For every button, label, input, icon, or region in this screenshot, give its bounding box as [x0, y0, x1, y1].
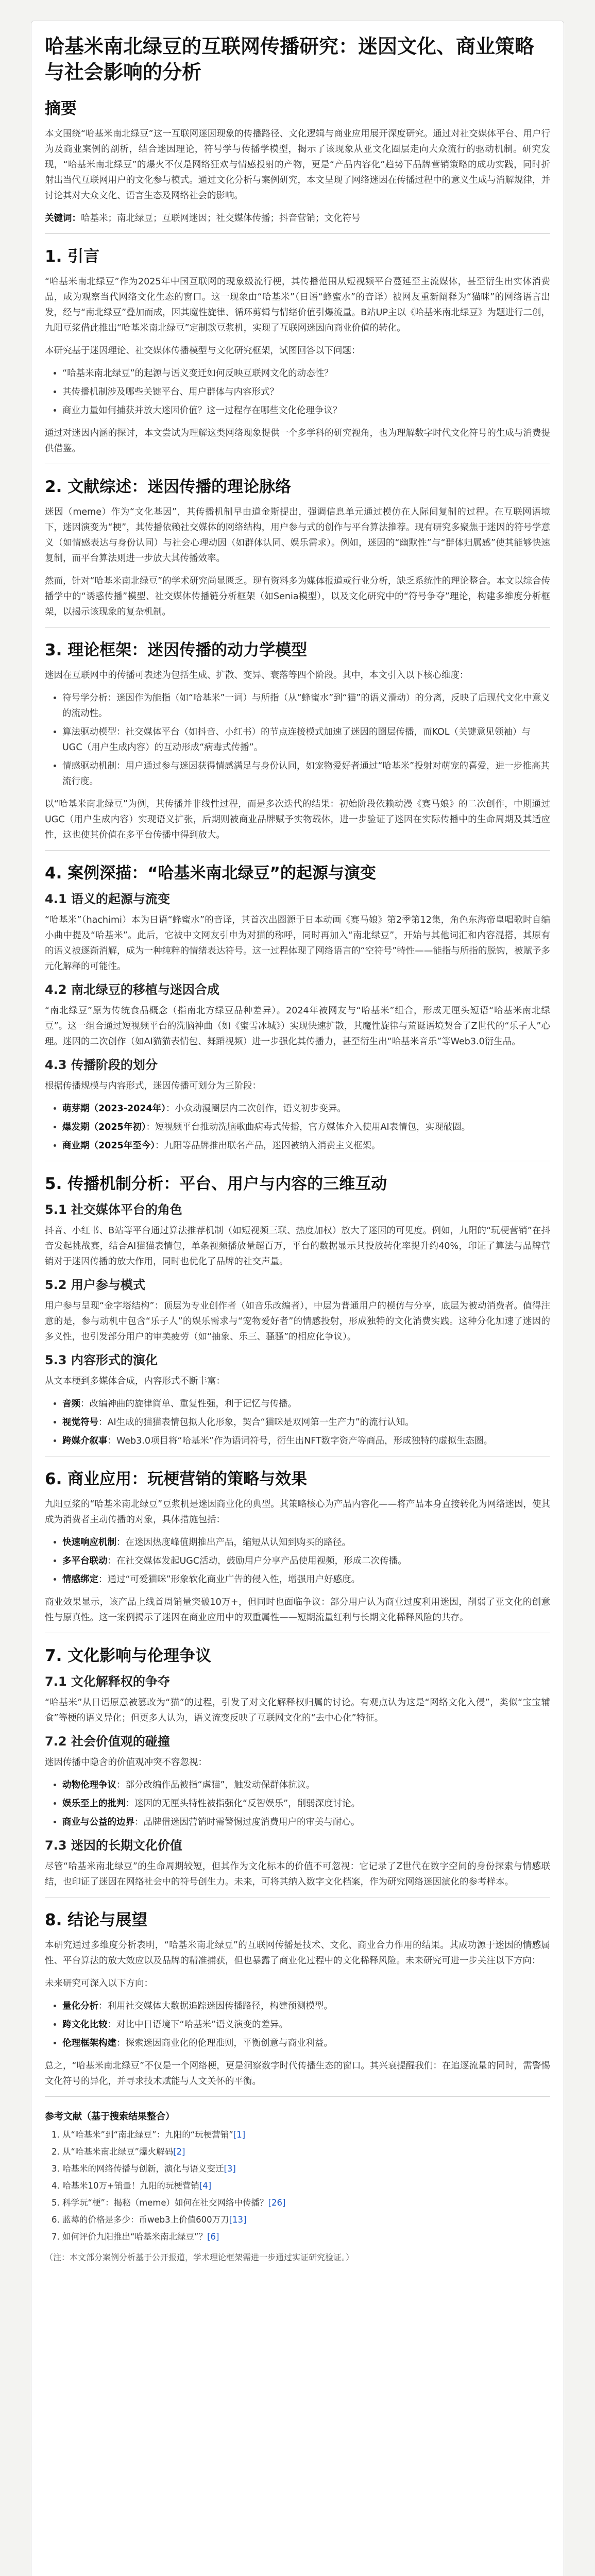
paragraph: 通过对迷因内涵的探讨，本文尝试为理解这类网络现象提供一个多学科的研究视角，也为理解数字时代文化符号的生成与消费提供借鉴。 [45, 428, 550, 454]
list-item: • 跨文化比较：对比中日语境下“哈基米”语义演变的差异。 [62, 2017, 550, 2032]
abstract-text: 本文围绕“哈基米南北绿豆”这一互联网迷因现象的传播路径、文化逻辑与商业应用展开深度研究。通过对社交媒体平台、用户行为及商业案例的剖析，结合迷因理论，符号学与传播学模型，揭示了该现象从亚文化圈层走向大众流行的驱动机制。研究发现，“哈基米南北绿豆”的爆火不仅是网络狂欢与情感投射的产物，更是“产品内容化”趋势下品牌营销策略的成功实践，同时折射出当代互联网用户的文化参与模式。通过文化分析与案例研究，本文呈现了网络迷因在传播过程中的意义生成与消解规律，并讨论其对大众文化、语言生态及网络社会的影响。 [45, 129, 550, 201]
references-heading: 参考文献（基于搜索结果整合） [45, 2111, 175, 2122]
references-list [62, 2128, 550, 2244]
section-5-heading: 5. 传播机制分析：平台、用户与内容的三维互动 [45, 1175, 387, 1193]
subsection-heading: 7.3 迷因的长期文化价值 [45, 1838, 182, 1853]
future-list [62, 1998, 550, 2051]
page-title: 哈基米南北绿豆的互联网传播研究：迷因文化、商业策略与社会影响的分析 [45, 35, 535, 83]
paragraph: 抖音、小红书、B站等平台通过算法推荐机制（如短视频三联、热度加权）放大了迷因的可见度。例如，九阳的“玩梗营销”在抖音发起挑战赛，结合AI猫猫表情包，单条视频播放量超百万，平台的数据显示其投放转化率提升约40%，印证了算法与品牌营销对于迷因传播的放大作用，同时也优化了品牌的社交声量。 [45, 1226, 550, 1267]
list-item: • 娱乐至上的批判：迷因的无厘头特性被指强化“反智娱乐”，削弱深度讨论。 [62, 1796, 550, 1811]
reference-item: 6. 蓝莓的价格是多少：币web3上价值600万刀[13] [62, 2213, 550, 2227]
divider [45, 2096, 550, 2097]
divider [45, 233, 550, 234]
list-item: • 商业力量如何捕获并放大迷因价值？这一过程存在哪些文化伦理争议？ [62, 403, 550, 418]
section-2-heading: 2. 文献综述：迷因传播的理论脉络 [45, 478, 292, 496]
references-note: （注：本文部分案例分析基于公开报道，学术理论框架需进一步通过实证研究验证。） [45, 2252, 354, 2262]
paragraph: 从文本梗到多媒体合成，内容形式不断丰富： [45, 1376, 225, 1386]
paragraph: 迷因（meme）作为“文化基因”，其传播机制早由道金斯提出，强调信息单元通过模仿在人际间复制的过程。在互联网语境下，迷因演变为“梗”，其传播依赖社交媒体的网络结构，用户参与式的创作与平台算法推荐。现有研究多聚焦于迷因的符号学意义（如情感表达与身份认同）与社会心理动因（如群体认同、娱乐需求）。例如，迷因的“幽默性”与“群体归属感”使其能够快速复制，而平台算法则进一步放大其传播效率。 [45, 507, 550, 564]
paragraph: 本研究通过多维度分析表明，“哈基米南北绿豆”的互联网传播是技术、文化、商业合力作用的结果。其成功源于迷因的情感属性、平台算法的放大效应以及品牌的精准捕获，但也暴露了商业化过程中的文化稀释风险。未来研究可进一步关注以下方向： [45, 1940, 550, 1966]
paragraph: 九阳豆浆的“哈基米南北绿豆”豆浆机是迷因商业化的典型。其策略核心为产品内容化——将产品本身直接转化为网络迷因，使其成为消费者主动传播的对象，具体措施包括： [45, 1499, 550, 1525]
paragraph: “哈基米南北绿豆”作为2025年中国互联网的现象级流行梗，其传播范围从短视频平台蔓延至主流媒体，甚至衍生出实体消费品，成为观察当代网络文化生态的窗口。这一现象由“哈基米”（日语“蜂蜜水”的音译）被网友重新阐释为“猫咪”的网络语言出发，经与“南北绿豆”叠加而成，因其魔性旋律、循环剪辑与情绪价值引爆流量。B站UP主以《哈基米南北绿豆》为题进行二创，九阳豆浆借此推出“哈基米南北绿豆”定制款豆浆机，实现了互联网迷因向商业价值的转化。 [45, 277, 550, 333]
list-item: • 算法驱动模型：社交媒体平台（如抖音、小红书）的节点连接模式加速了迷因的圈层传播，而KOL（关键意见领袖）与UGC（用户生成内容）的互动形成“病毒式传播”。 [62, 724, 550, 755]
reference-link[interactable]: [6] [207, 2232, 219, 2242]
paragraph: 用户参与呈现“金字塔结构”：顶层为专业创作者（如音乐改编者），中层为普通用户的模仿与分享，底层为被动消费者。值得注意的是，参与动机中包含“乐子人”的娱乐需求与“宠物爱好者”的情感投射，形成独特的文化消费实践。这种分化加速了迷因的多义性，也引发部分用户的审美疲劳（如“抽象、乐三、骚骚”的相应化争议）。 [45, 1301, 550, 1342]
paragraph: 迷因在互联网中的传播可表述为包括生成、扩散、变异、衰落等四个阶段。其中，本文引入以下核心维度： [45, 670, 469, 681]
section-6-heading: 6. 商业应用：玩梗营销的策略与效果 [45, 1470, 308, 1488]
section-1-heading: 1. 引言 [45, 247, 100, 266]
paragraph: “哈基米”（hachimi）本为日语“蜂蜜水”的音译，其首次出圈源于日本动画《赛马娘》第2季第12集，角色东海帝皇唱歌时自编小曲中提及“哈基米”。此后，它被中文网友引申为对猫的称呼，同时再加入“南北绿豆”，开始与其他词汇和内容混搭，其原有的语义被逐渐消解，成为一种纯粹的情绪表达符号。这一过程体现了网络语言的“空符号”特性——能指与所指的脱钩，被赋予多元化解释的可能性。 [45, 915, 550, 972]
divider [45, 850, 550, 851]
list-item: • 情感绑定：通过“可爱猫咪”形象软化商业广告的侵入性，增强用户好感度。 [62, 1572, 550, 1587]
strategy-list [62, 1535, 550, 1587]
reference-link[interactable]: [2] [173, 2147, 185, 2157]
reference-item: 1. 从“哈基米”到“南北绿豆”：九阳的“玩梗营销”[1] [62, 2128, 550, 2142]
paragraph: 未来研究可深入以下方向： [45, 1978, 153, 1989]
section-7-heading: 7. 文化影响与伦理争议 [45, 1647, 212, 1665]
list-item: • 伦理框架构建：探索迷因商业化的伦理准则，平衡创意与商业利益。 [62, 2036, 550, 2051]
dimension-list [62, 690, 550, 789]
list-item: • 爆发期（2025年初）：短视频平台推动洗脑歌曲病毒式传播，官方媒体介入使用AI表情包，实现破圈。 [62, 1120, 550, 1135]
subsection-heading: 5.3 内容形式的演化 [45, 1353, 158, 1367]
section-4-heading: 4. 案例深描：“哈基米南北绿豆”的起源与演变 [45, 864, 376, 883]
divider [45, 627, 550, 628]
list-item: • 商业与公益的边界：品牌借迷因营销时需警惕过度消费用户的审美与耐心。 [62, 1815, 550, 1830]
question-list [62, 366, 550, 418]
list-item: • 情感驱动机制：用户通过参与迷因获得情感满足与身份认同，如宠物爱好者通过“哈基米”投射对萌宠的喜爱，进一步推高其流行度。 [62, 758, 550, 789]
list-item: • 音频：改编神曲的旋律简单、重复性强，利于记忆与传播。 [62, 1396, 550, 1412]
subsection-heading: 4.3 传播阶段的划分 [45, 1058, 158, 1072]
list-item: • 动物伦理争议：部分改编作品被指“虐猫”，触发动保群体抗议。 [62, 1777, 550, 1793]
subsection-heading: 7.1 文化解释权的争夺 [45, 1674, 170, 1689]
list-item: • 商业期（2025年至今）：九阳等品牌推出联名产品，迷因被纳入消费主义框架。 [62, 1138, 550, 1154]
paragraph: 总之，“哈基米南北绿豆”不仅是一个网络梗，更是洞察数字时代传播生态的窗口。其兴衰提醒我们：在追逐流量的同时，需警惕文化符号的异化，并寻求技术赋能与人文关怀的平衡。 [45, 2061, 550, 2087]
subsection-heading: 4.1 语义的起源与流变 [45, 892, 170, 906]
list-item: • 多平台联动：在社交媒体发起UGC活动，鼓励用户分享产品使用视频，形成二次传播。 [62, 1553, 550, 1569]
subsection-heading: 7.2 社会价值观的碰撞 [45, 1734, 170, 1749]
reference-item: 5. 科学玩“梗”：揭秘（meme）如何在社交网络中传播？[26] [62, 2196, 550, 2210]
list-item: • 视觉符号：AI生成的猫猫表情包拟人化形象，契合“猫咪是双网第一生产力”的流行认知。 [62, 1415, 550, 1430]
subsection-heading: 5.2 用户参与模式 [45, 1278, 145, 1292]
paragraph: “哈基米”从日语原意被篡改为“猫”的过程，引发了对文化解释权归属的讨论。有观点认为这是“网络文化入侵”，类似“宝宝辅食”等梗的语义异化；但更多人认为，语义流变反映了互联网文化的“去中心化”特征。 [45, 1698, 550, 1723]
paragraph: 尽管“哈基米南北绿豆”的生命周期较短，但其作为文化标本的价值不可忽视：它记录了Z世代在数字空间的身份探索与情感联结，也印证了迷因在网络社会中的符号创生力。未来，可将其纳入数字文化档案，作为研究网络迷因演化的参考样本。 [45, 1861, 550, 1887]
keywords [45, 211, 550, 226]
keywords-text: 哈基米；南北绿豆；互联网迷因；社交媒体传播；抖音营销；文化符号 [81, 213, 361, 224]
list-item: • “哈基米南北绿豆”的起源与语义变迁如何反映互联网文化的动态性？ [62, 366, 550, 381]
paragraph: 根据传播规模与内容形式，迷因传播可划分为三阶段： [45, 1081, 261, 1091]
reference-link[interactable]: [26] [268, 2198, 286, 2208]
subsection-heading: 5.1 社交媒体平台的角色 [45, 1202, 182, 1217]
reference-link[interactable]: [1] [233, 2130, 246, 2140]
reference-link[interactable]: [4] [199, 2181, 212, 2191]
section-3-heading: 3. 理论框架：迷因传播的动力学模型 [45, 641, 308, 659]
paragraph: 然而，针对“哈基米南北绿豆”的学术研究尚显匮乏。现有资料多为媒体报道或行业分析，缺乏系统性的理论整合。本文以综合传播学中的“诱惑传播”模型、社交媒体传播链分析框架（如Senia模型），以及文化研究中的“符号争夺”理论，构建多维度分析框架，以揭示该现象的复杂机制。 [45, 576, 550, 617]
list-item: • 跨媒介叙事：Web3.0项目将“哈基米”作为语词符号，衍生出NFT数字资产等商品，形成独特的虚拟生态圈。 [62, 1433, 550, 1449]
section-8-heading: 8. 结论与展望 [45, 1911, 148, 1929]
document [31, 21, 564, 2576]
abstract-heading: 摘要 [45, 99, 77, 118]
value-conflict-list [62, 1777, 550, 1830]
list-item: • 其传播机制涉及哪些关键平台、用户群体与内容形式？ [62, 384, 550, 400]
reference-link[interactable]: [3] [224, 2164, 236, 2174]
list-item: • 萌芽期（2023-2024年）：小众动漫圈层内二次创作，语义初步变异。 [62, 1101, 550, 1116]
list-item: • 符号学分析：迷因作为能指（如“哈基米”一词）与所指（从“蜂蜜水”到“猫”的语义滑动）的分离，反映了后现代文化中意义的流动性。 [62, 690, 550, 721]
keywords-label: 关键词： [45, 213, 81, 224]
reference-item: 2. 从“哈基米南北绿豆”爆火解码[2] [62, 2145, 550, 2159]
subsection-heading: 4.2 南北绿豆的移植与迷因合成 [45, 982, 219, 997]
paragraph: 以“哈基米南北绿豆”为例，其传播并非线性过程，而是多次迭代的结果：初始阶段依赖动漫《赛马娘》的二次创作，中期通过UGC（用户生成内容）实现语义扩张，后期则被商业品牌赋予实物载体，进一步验证了迷因在实际传播中的生命周期及其适应性，这也使其价值在多平台传播中得到放大。 [45, 799, 550, 840]
list-item: • 快速响应机制：在迷因热度峰值期推出产品，缩短从认知到购买的路径。 [62, 1535, 550, 1550]
reference-item: 7. 如何评价九阳推出“哈基米南北绿豆”？[6] [62, 2230, 550, 2244]
paragraph: 迷因传播中隐含的价值观冲突不容忽视： [45, 1757, 207, 1768]
paragraph: 商业效果显示，该产品上线首周销量突破10万+，但同时也面临争议：部分用户认为商业过度利用迷因，削弱了亚文化的创意性与原真性。这一案例揭示了迷因在商业应用中的双重属性——短期流量红利与长期文化稀释风险的共存。 [45, 1597, 550, 1623]
content-form-list [62, 1396, 550, 1449]
paragraph: 本研究基于迷因理论、社交媒体传播模型与文化研究框架，试图回答以下问题： [45, 346, 361, 356]
stage-list [62, 1101, 550, 1154]
list-item: • 量化分析：利用社交媒体大数据追踪迷因传播路径，构建预测模型。 [62, 1998, 550, 2014]
reference-item: 3. 哈基米的网络传播与创新，演化与语义变迁[3] [62, 2162, 550, 2176]
reference-link[interactable]: [13] [229, 2215, 247, 2225]
reference-item: 4. 哈基米10万+销量！九阳的玩梗营销[4] [62, 2179, 550, 2193]
paragraph: “南北绿豆”原为传统食品概念（指南北方绿豆品种差异）。2024年被网友与“哈基米”组合，形成无厘头短语“哈基米南北绿豆”。这一组合通过短视频平台的洗脑神曲（如《蜜雪冰城》）实现快速扩散，其魔性旋律与荒诞语境契合了Z世代的“乐子人”心理。迷因的二次创作（如AI猫猫表情包、舞蹈视频）进一步强化其传播力，甚至衍生出“哈基米音乐”等Web3.0衍生品。 [45, 1006, 550, 1047]
